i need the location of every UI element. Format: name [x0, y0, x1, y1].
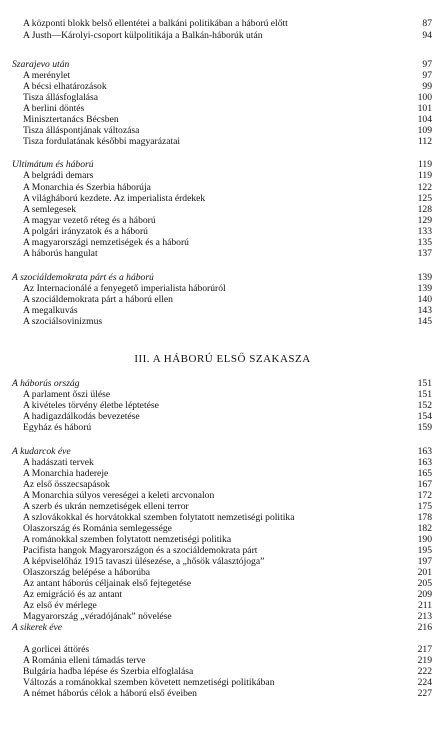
- toc-entry-text: A központi blokk belső ellentétei a balkáni politikában a háború előtt: [23, 18, 288, 29]
- toc-entry-text: A szociáldemokrata párt és a háború: [12, 272, 154, 283]
- toc-entry-text: A háborús ország: [12, 378, 80, 389]
- toc-entry-text: A semlegesek: [23, 204, 77, 215]
- toc-section-title: [12, 159, 432, 170]
- toc-entry: [12, 501, 432, 512]
- toc-entry-text: A háborús hangulat: [23, 248, 98, 259]
- toc-entry-text: Tisza állásfoglalása: [23, 92, 99, 103]
- toc-page-number: 135: [417, 237, 432, 248]
- toc-entry: [12, 523, 432, 534]
- toc-page-number: 227: [417, 688, 432, 699]
- toc-section-title: [12, 59, 432, 70]
- toc-entry-text: Szarajevo után: [12, 59, 70, 70]
- toc-entry: [12, 103, 432, 114]
- toc-page-number: 151: [417, 389, 432, 400]
- toc-entry: [12, 237, 432, 248]
- toc-entry: [12, 114, 432, 125]
- toc-page-number: 209: [417, 589, 432, 600]
- toc-entry: [12, 611, 432, 622]
- toc-entry: [12, 193, 432, 204]
- toc-entry: [12, 92, 432, 103]
- toc-page-number: 137: [417, 248, 432, 259]
- toc-entry-text: A megalkuvás: [23, 305, 78, 316]
- toc-entry-text: Változás a románokkal szemben követett nemzetiségi politikában: [23, 677, 275, 688]
- toc-entry: [12, 70, 432, 81]
- toc-page-number: 101: [417, 103, 432, 114]
- toc-entry-text: A bécsi elhatározások: [23, 81, 107, 92]
- toc-entry-text: A kudarcok éve: [12, 446, 71, 457]
- toc-entry-text: A Monarchia és Szerbia háborúja: [23, 182, 151, 193]
- toc-section-title: [12, 272, 432, 283]
- toc-entry: [12, 125, 432, 136]
- toc-page-number: 219: [417, 655, 432, 666]
- toc-page-number: 154: [417, 411, 432, 422]
- toc-page-number: 112: [417, 136, 432, 147]
- toc-entry-text: A szociálsovinizmus: [23, 316, 103, 327]
- toc-entry: [12, 215, 432, 226]
- toc-entry: [12, 294, 432, 305]
- toc-page-number: 195: [417, 545, 432, 556]
- toc-page-number: 224: [417, 677, 432, 688]
- toc-page-number: 172: [417, 490, 432, 501]
- toc-page-number: 211: [417, 600, 432, 611]
- toc-entry-text: Olaszország és Románia semlegessége: [23, 523, 172, 534]
- toc-entry: [12, 578, 432, 589]
- toc-page-number: 167: [417, 479, 432, 490]
- toc-entry: [12, 182, 432, 193]
- toc-entry: [12, 305, 432, 316]
- toc-entry: [12, 411, 432, 422]
- toc-page-number: 100: [417, 92, 432, 103]
- toc-page-number: 165: [417, 468, 432, 479]
- toc-entry-text: A német háborús célok a háború első éveiben: [23, 688, 197, 699]
- toc-entry: [12, 18, 432, 29]
- toc-page-number: 119: [417, 159, 432, 170]
- toc-entry-text: A Monarchia súlyos vereségei a keleti arcvonalon: [23, 490, 215, 501]
- toc-entry-text: Tisza álláspontjának változása: [23, 125, 140, 136]
- toc-section-title: [12, 378, 432, 389]
- toc-page-number: 122: [417, 182, 432, 193]
- toc-entry: [12, 248, 432, 259]
- toc-entry: [12, 490, 432, 501]
- toc-entry-text: A magyarországi nemzetiségek és a háború: [23, 237, 189, 248]
- toc-page-number: 104: [417, 114, 432, 125]
- toc-entry-text: A merénylet: [23, 70, 71, 81]
- toc-page-number: 159: [417, 422, 432, 433]
- toc-page-number: 139: [417, 283, 432, 294]
- toc-entry: [12, 688, 432, 699]
- toc-entry-text: A hadigazdálkodás bevezetése: [23, 411, 140, 422]
- toc-page-number: 205: [417, 578, 432, 589]
- toc-entry: [12, 457, 432, 468]
- toc-page-number: 175: [417, 501, 432, 512]
- toc-entry-text: Egyház és háború: [23, 422, 92, 433]
- toc-page-number: 145: [417, 316, 432, 327]
- toc-entry-text: Az Internacionálé a fenyegető imperialista háborúról: [23, 283, 226, 294]
- toc-entry-text: Az antant háborús céljainak első fejtegetése: [23, 578, 192, 589]
- toc-entry: [12, 655, 432, 666]
- toc-entry-text: A polgári irányzatok és a háború: [23, 226, 148, 237]
- toc-page-number: 152: [417, 400, 432, 411]
- toc-entry: [12, 677, 432, 688]
- toc-page-number: 109: [417, 125, 432, 136]
- toc-page-number: 213: [417, 611, 432, 622]
- toc-page-number: 94: [422, 30, 432, 41]
- toc-entry-text: A világháború kezdete. Az imperialista érdekek: [23, 193, 206, 204]
- toc-entry-text: A szlovákokkal és horvátokkal szemben folytatott nemzetiségi politika: [23, 512, 295, 523]
- toc-entry: [12, 81, 432, 92]
- toc-page-number: 119: [417, 170, 432, 181]
- toc-page-number: 182: [417, 523, 432, 534]
- toc-entry-text: A parlament őszi ülése: [23, 389, 111, 400]
- toc-entry-text: Pacifista hangok Magyarországon és a szociáldemokrata párt: [23, 545, 258, 556]
- toc-page-number: 125: [417, 193, 432, 204]
- toc-entry: [12, 468, 432, 479]
- toc-entry-text: A magyar vezető réteg és a háború: [23, 215, 156, 226]
- toc-page-number: 139: [417, 272, 432, 283]
- toc-entry: [12, 400, 432, 411]
- toc-section-title: [12, 446, 432, 457]
- toc-entry: [12, 136, 432, 147]
- toc-entry: [12, 556, 432, 567]
- toc-page-number: 151: [417, 378, 432, 389]
- toc-entry-text: A sikerek éve: [12, 622, 63, 633]
- toc-page-number: 201: [417, 567, 432, 578]
- toc-entry: [12, 170, 432, 181]
- toc-entry-text: A berlini döntés: [23, 103, 85, 114]
- toc-page-number: 163: [417, 446, 432, 457]
- toc-entry-text: A Románia elleni támadás terve: [23, 655, 146, 666]
- toc-entry-text: Az első összecsapások: [23, 479, 110, 490]
- toc-page-number: 128: [417, 204, 432, 215]
- toc-page-number: 143: [417, 305, 432, 316]
- toc-entry: [12, 226, 432, 237]
- toc-entry-text: A gorlicei áttörés: [23, 644, 90, 655]
- toc-entry: [12, 512, 432, 523]
- toc-entry: [12, 30, 432, 41]
- toc-entry-text: Ultimátum és háború: [12, 159, 94, 170]
- toc-entry: [12, 422, 432, 433]
- chapter-heading: III. A HÁBORÚ ELSŐ SZAKASZA: [134, 353, 311, 365]
- toc-page-number: 197: [417, 556, 432, 567]
- toc-entry: [12, 666, 432, 677]
- toc-entry-text: Magyarország „véradójának” növelése: [23, 611, 172, 622]
- toc-entry: [12, 589, 432, 600]
- toc-entry-text: Tisza fordulatának későbbi magyarázatai: [23, 136, 181, 147]
- toc-entry: [12, 545, 432, 556]
- toc-entry-text: A románokkal szemben folytatott nemzetiségi politika: [23, 534, 232, 545]
- toc-entry-text: A szerb és ukrán nemzetiségek elleni terror: [23, 501, 189, 512]
- toc-entry-text: A Justh—Károlyi-csoport külpolitikája a Balkán-háborúk után: [23, 30, 263, 41]
- toc-entry-text: Olaszország belépése a háborúba: [23, 567, 151, 578]
- toc-page-number: 133: [417, 226, 432, 237]
- toc-entry: [12, 204, 432, 215]
- toc-entry-text: A szociáldemokrata párt a háború ellen: [23, 294, 173, 305]
- toc-entry: [12, 389, 432, 400]
- toc-page-number: 190: [417, 534, 432, 545]
- toc-entry: [12, 534, 432, 545]
- toc-entry-text: A belgrádi demars: [23, 170, 94, 181]
- toc-entry-text: A képviselőház 1915 tavaszi ülésezése, a „hősök választójoga”: [23, 556, 265, 567]
- toc-page-number: 217: [417, 644, 432, 655]
- toc-page-number: 163: [417, 457, 432, 468]
- toc-entry: [12, 479, 432, 490]
- toc-entry-text: A Monarchia hadereje: [23, 468, 109, 479]
- toc-page-number: 178: [417, 512, 432, 523]
- toc-entry: [12, 567, 432, 578]
- toc-entry: [12, 644, 432, 655]
- toc-entry: [12, 283, 432, 294]
- toc-page-number: 129: [417, 215, 432, 226]
- toc-page-number: 216: [417, 622, 432, 633]
- toc-entry-text: A hadászati tervek: [23, 457, 94, 468]
- toc-page-number: 222: [417, 666, 432, 677]
- toc-page-number: 97: [422, 59, 432, 70]
- toc-entry-text: Az emigráció és az antant: [23, 589, 123, 600]
- toc-entry-text: A kivételes törvény életbe léptetése: [23, 400, 159, 411]
- toc-entry: [12, 316, 432, 327]
- toc-page-number: 97: [422, 70, 432, 81]
- toc-entry-text: Minisztertanács Bécsben: [23, 114, 119, 125]
- toc-entry-text: Az első év mérlege: [23, 600, 97, 611]
- toc-page-number: 99: [422, 81, 432, 92]
- toc-entry: [12, 600, 432, 611]
- toc-entry-text: Bulgária hadba lépése és Szerbia elfoglalása: [23, 666, 194, 677]
- toc-section-title: [12, 622, 432, 633]
- toc-page-number: 87: [422, 18, 432, 29]
- toc-page-number: 140: [417, 294, 432, 305]
